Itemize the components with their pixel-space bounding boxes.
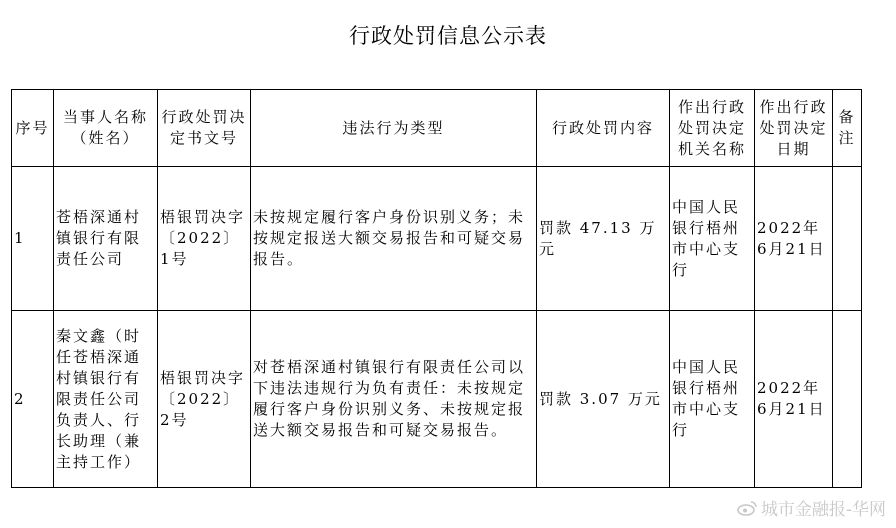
penalty-table [11, 89, 862, 488]
header-violation: 违法行为类型 [251, 90, 537, 167]
cell-doc-no: 梧银罚决字〔2022〕2号 [158, 311, 251, 488]
cell-party: 秦文鑫（时任苍梧深通村镇银行有限责任公司负责人、行长助理（兼主持工作） [54, 311, 158, 488]
table-row [12, 167, 862, 311]
watermark-text: 城市金融报-华网 [760, 500, 886, 520]
cell-no: 1 [12, 167, 54, 311]
table-row [12, 311, 862, 488]
header-date: 作出行政处罚决定日期 [755, 90, 833, 167]
header-no: 序号 [12, 90, 54, 167]
header-party: 当事人名称（姓名） [54, 90, 158, 167]
header-remark: 备注 [833, 90, 862, 167]
cell-violation: 对苍梧深通村镇银行有限责任公司以下违法违规行为负有责任：未按规定履行客户身份识别义务、未按规定报送大额交易报告和可疑交易报告。 [251, 311, 537, 488]
watermark [737, 495, 886, 520]
cell-authority: 中国人民银行梧州市中心支行 [670, 311, 755, 488]
header-authority: 作出行政处罚决定机关名称 [670, 90, 755, 167]
page-title: 行政处罚信息公示表 [349, 24, 547, 48]
cell-penalty: 罚款 3.07 万元 [537, 311, 670, 488]
cell-remark [833, 311, 862, 488]
cell-date: 2022年6月21日 [755, 311, 833, 488]
weibo-icon [737, 500, 757, 516]
cell-remark [833, 167, 862, 311]
cell-no: 2 [12, 311, 54, 488]
cell-date: 2022年6月21日 [755, 167, 833, 311]
header-penalty: 行政处罚内容 [537, 90, 670, 167]
cell-party: 苍梧深通村镇银行有限责任公司 [54, 167, 158, 311]
cell-doc-no: 梧银罚决字〔2022〕1号 [158, 167, 251, 311]
cell-authority: 中国人民银行梧州市中心支行 [670, 167, 755, 311]
header-doc-no: 行政处罚决定书文号 [158, 90, 251, 167]
cell-penalty: 罚款 47.13 万元 [537, 167, 670, 311]
cell-violation: 未按规定履行客户身份识别义务；未按规定报送大额交易报告和可疑交易报告。 [251, 167, 537, 311]
header-row [12, 90, 862, 167]
